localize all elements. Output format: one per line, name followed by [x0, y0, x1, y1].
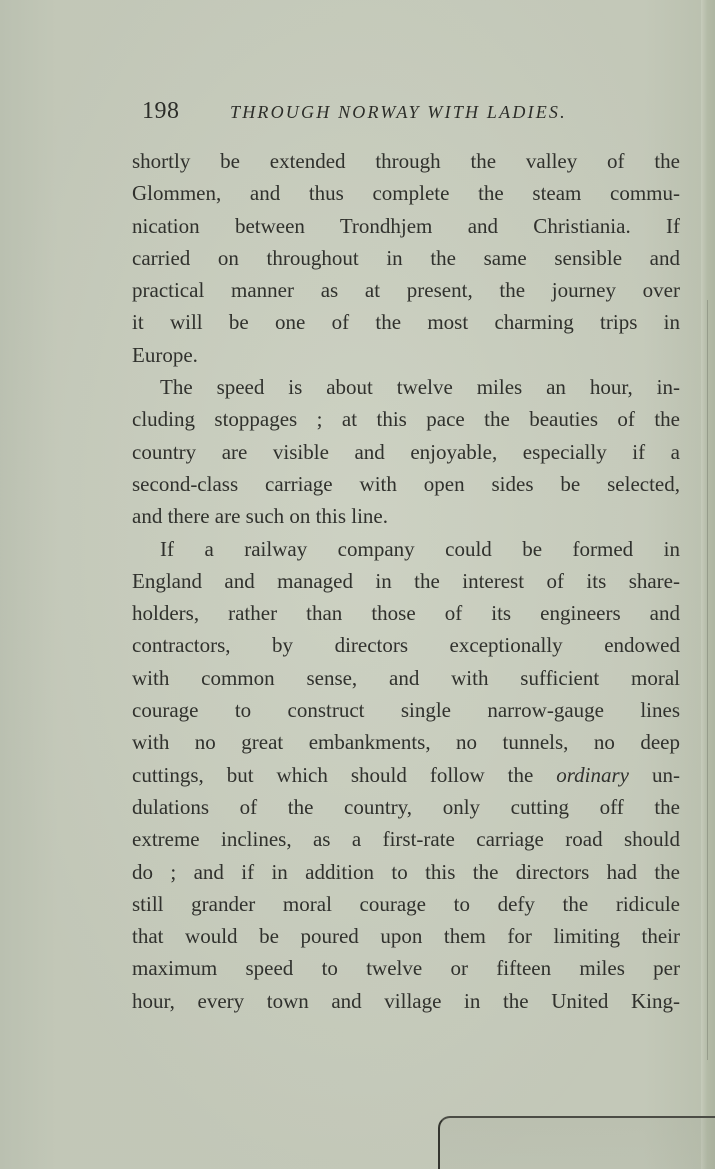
text-line: that would be poured upon them for limiting their: [132, 924, 680, 949]
text-line: carried on throughout in the same sensible and: [132, 245, 680, 270]
text-line: courage to construct single narrow-gauge lines: [132, 698, 680, 723]
text-line: extreme inclines, as a first-rate carriage road should: [132, 827, 680, 852]
page-edge: [701, 0, 715, 1169]
text-line-with-italic: [132, 759, 680, 791]
italic-word: ordinary: [556, 762, 630, 787]
text-line: with no great embankments, no tunnels, no deep: [132, 730, 680, 755]
text-line: hour, every town and village in the United King-: [132, 988, 680, 1013]
text-line: If a railway company could be formed in: [160, 536, 680, 561]
text-line: holders, rather than those of its engineers and: [132, 601, 680, 626]
text-line: with common sense, and with sufficient moral: [132, 665, 680, 690]
text-line-part: cuttings, but which should follow the: [132, 762, 534, 787]
text-line: second-class carriage with open sides be selected,: [132, 471, 680, 496]
running-head: [142, 98, 687, 128]
text-line: Europe.: [132, 342, 198, 367]
text-line: it will be one of the most charming trips in: [132, 310, 680, 335]
text-line: The speed is about twelve miles an hour, in-: [160, 375, 680, 400]
text-line: still grander moral courage to defy the ridicule: [132, 891, 680, 916]
text-line: and there are such on this line.: [132, 504, 388, 529]
running-title: THROUGH NORWAY WITH LADIES.: [230, 102, 567, 122]
text-line: England and managed in the interest of its share-: [132, 568, 680, 593]
text-line-part: un-: [652, 762, 680, 787]
text-line: cluding stoppages ; at this pace the beauties of the: [132, 407, 680, 432]
page-number: 198: [142, 98, 180, 124]
text-line: practical manner as at present, the journey over: [132, 278, 680, 303]
text-line: Glommen, and thus complete the steam commu-: [132, 181, 680, 206]
text-line: contractors, by directors exceptionally endowed: [132, 633, 680, 658]
text-line: do ; and if in addition to this the directors had the: [132, 859, 680, 884]
text-line: shortly be extended through the valley of the: [132, 149, 680, 173]
text-line: nication between Trondhjem and Christiania. If: [132, 213, 680, 238]
text-line: country are visible and enjoyable, especially if a: [132, 439, 680, 464]
body-text: [132, 145, 680, 1017]
text-line: dulations of the country, only cutting off the: [132, 794, 680, 819]
library-stamp-outline: [438, 1116, 715, 1169]
text-line: maximum speed to twelve or fifteen miles per: [132, 956, 680, 981]
